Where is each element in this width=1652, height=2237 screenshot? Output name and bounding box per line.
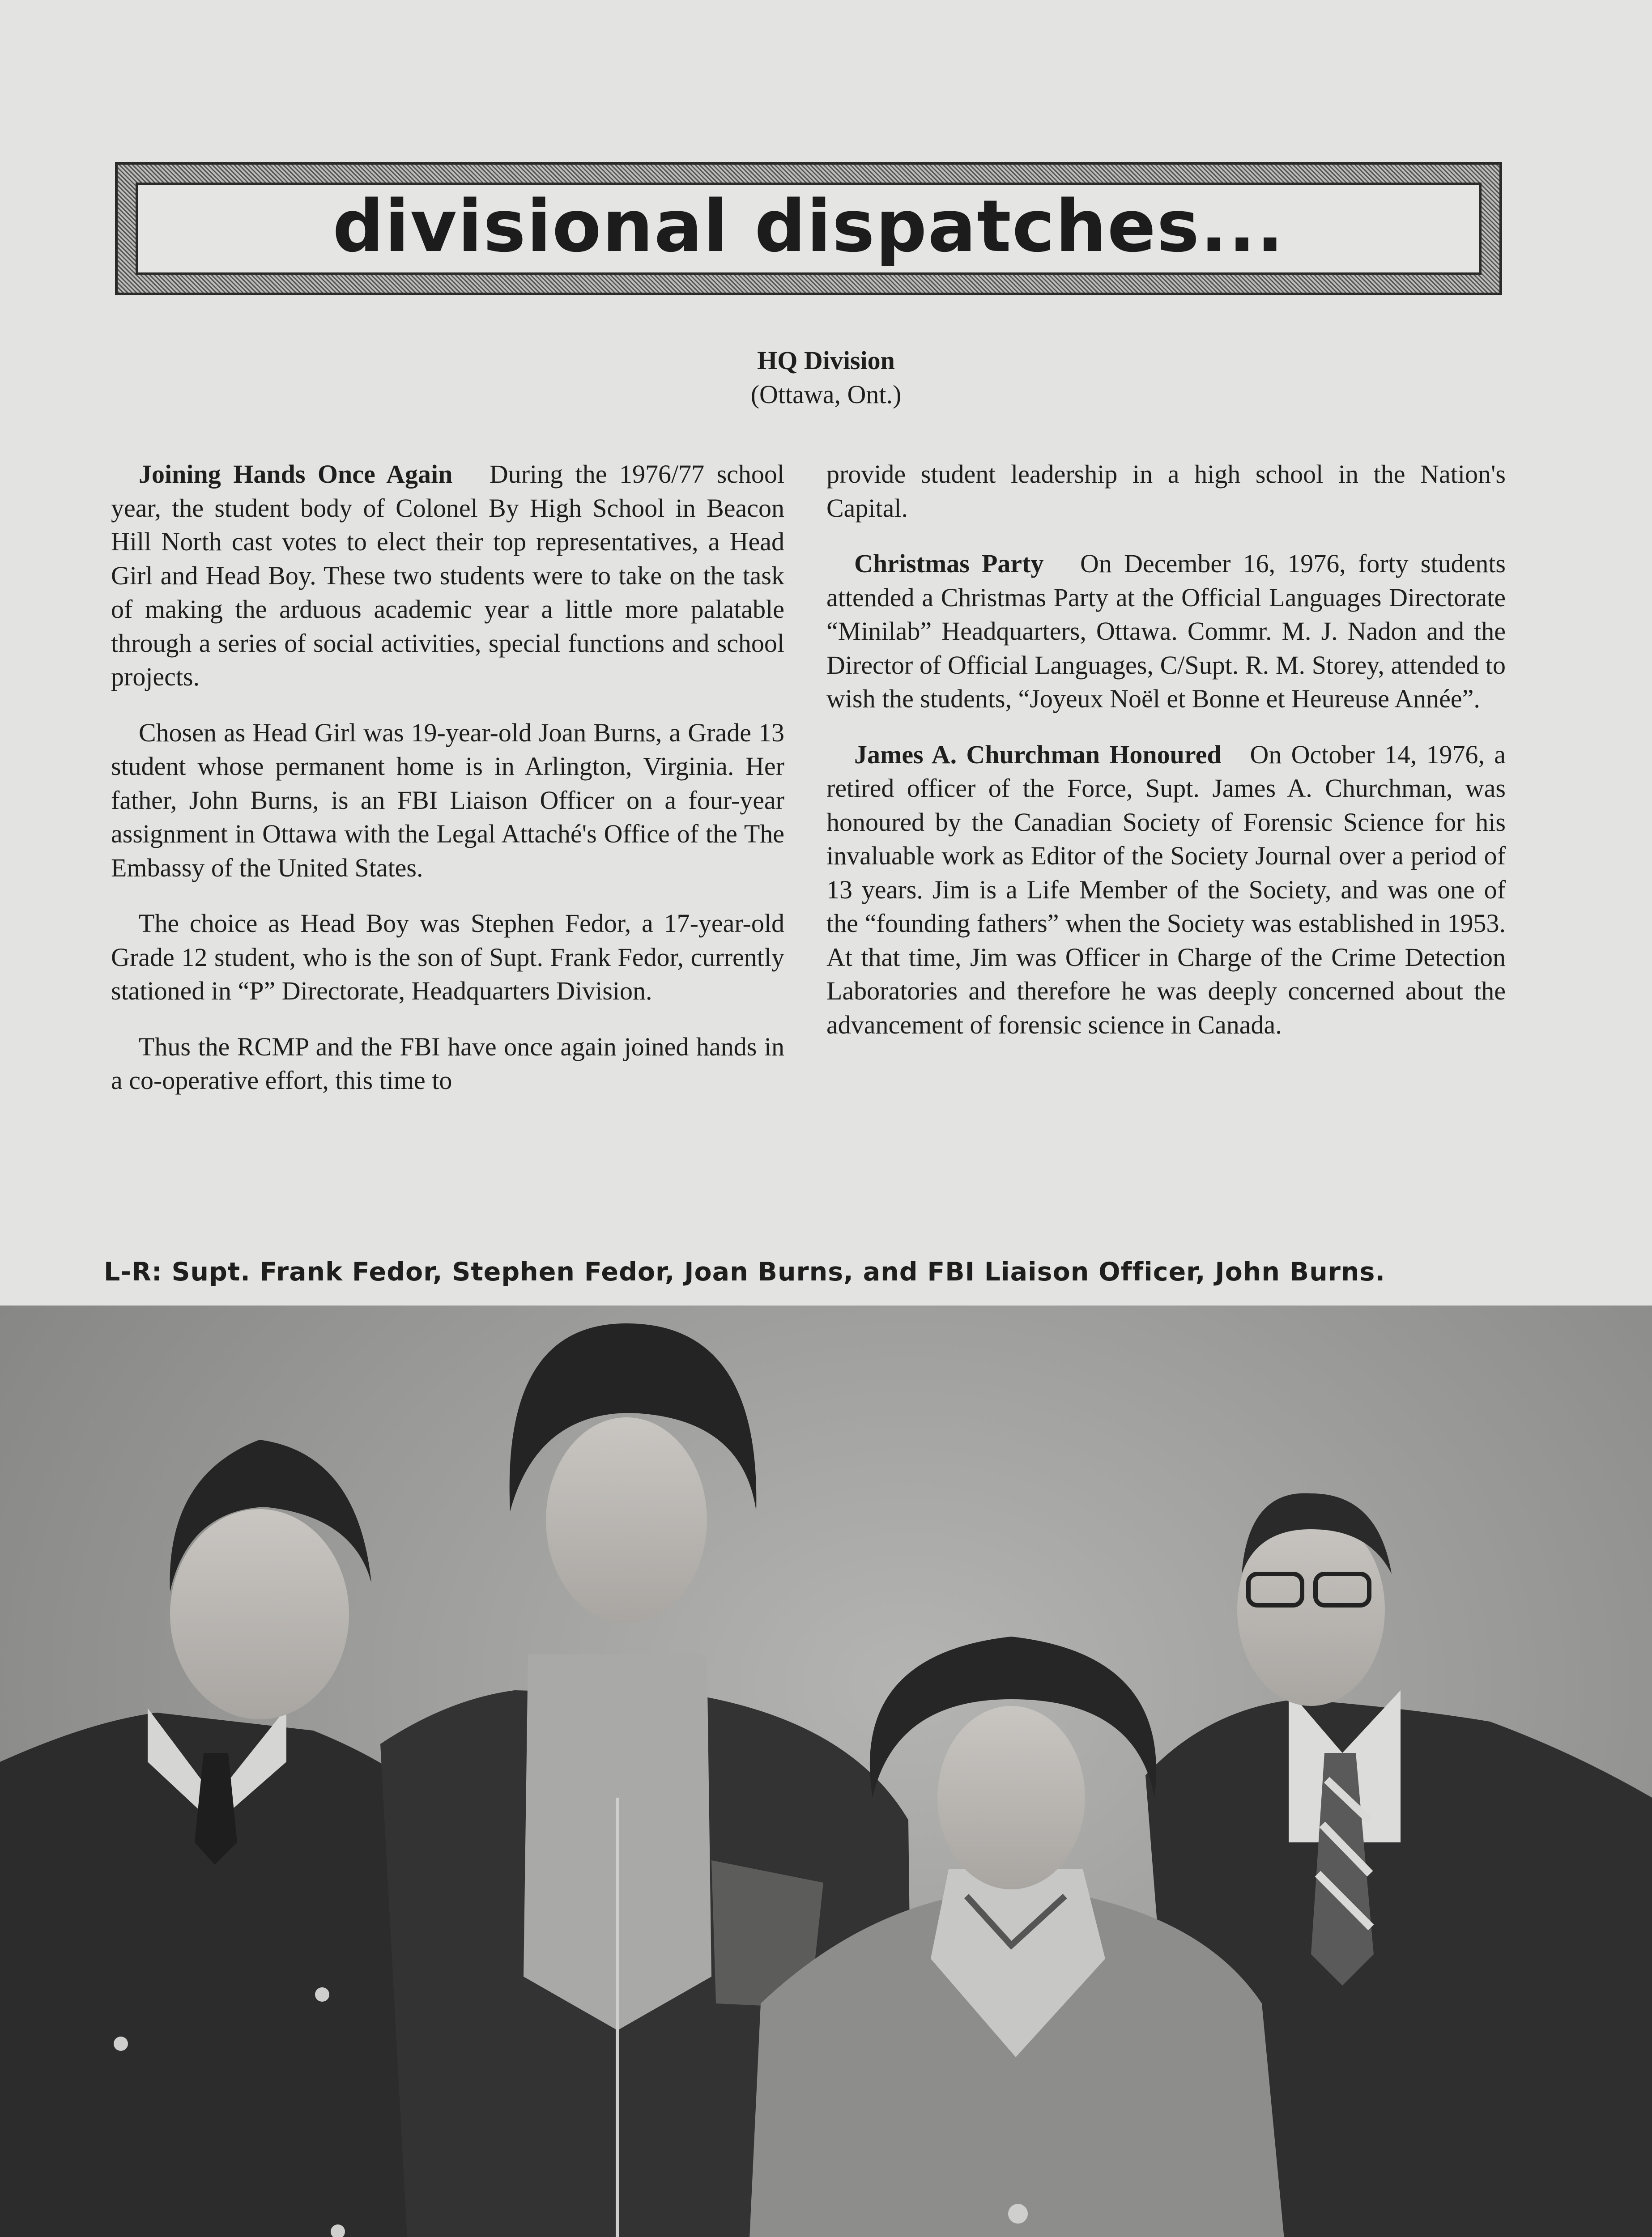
banner-title: divisional dispatches... [332,184,1285,268]
photo-caption: L-R: Supt. Frank Fedor, Stephen Fedor, Joan Burns, and FBI Liaison Officer, John Burns. [104,1257,1386,1287]
article-paragraph-continued: provide student leadership in a high school in the Nation's Capital. [826,459,1506,523]
article-paragraph: Chosen as Head Girl was 19-year-old Joan Burns, a Grade 13 student whose permanent home is in Arlington, Virginia. Her father, John Burns, is an FBI Liaison Officer on a four-year assignment in Ottawa with the Legal Attaché's Office of the The Embassy of the United States. [111,718,784,882]
article-title-churchman: James A. Churchman Honoured [854,740,1222,769]
section-banner [115,162,1502,295]
article-title-christmas-party: Christmas Party [854,549,1044,578]
article-text: During the 1976/77 school year, the student body of Colonel By High School in Beacon Hill North cast votes to elect their top representatives, a Head Girl and Head Boy. These two students were to take on the task of making the arduous academic year a little more palatable through a series of social activities, special functions and school projects. [111,459,785,691]
article-paragraph [826,547,1506,716]
banner-inner [136,183,1482,275]
article-paragraph [826,738,1506,1042]
right-column [826,457,1506,1063]
article-text: On October 14, 1976, a retired officer of the Force, Supt. James A. Churchman, was honoured by the Canadian Society of Forensic Science for his invaluable work as Editor of the Society Journal over a period of 13 years. Jim is a Life Member of the Society, and was one of the “founding fathers” when the Society was established in 1953. At that time, Jim was Officer in Charge of the Crime Detection Laboratories and therefore he was deeply concerned about the advancement of forensic science in Canada. [826,740,1506,1039]
article-paragraph: Thus the RCMP and the FBI have once again joined hands in a co-operative effort, this time to [111,1032,784,1095]
division-location: (Ottawa, Ont.) [750,380,902,409]
article-text: On December 16, 1976, forty students attended a Christmas Party at the Official Languages Directorate “Minilab” Headquarters, Ottawa. Commr. M. J. Nadon and the Director of Official Languages, C/Supt. R. M. Storey, attended to wish the students, “Joyeux Noël et Bonne et Heureuse Année”. [826,549,1506,713]
article-title-joining-hands: Joining Hands Once Again [139,459,453,489]
division-heading [0,344,1652,412]
group-photo [0,1306,1652,2237]
article-paragraph: The choice as Head Boy was Stephen Fedor, a 17-year-old Grade 12 student, who is the son of Supt. Frank Fedor, currently stationed in “P” Directorate, Headquarters Division. [111,909,784,1005]
left-column [111,457,784,1119]
article-paragraph [111,457,784,694]
division-name: HQ Division [757,346,895,375]
